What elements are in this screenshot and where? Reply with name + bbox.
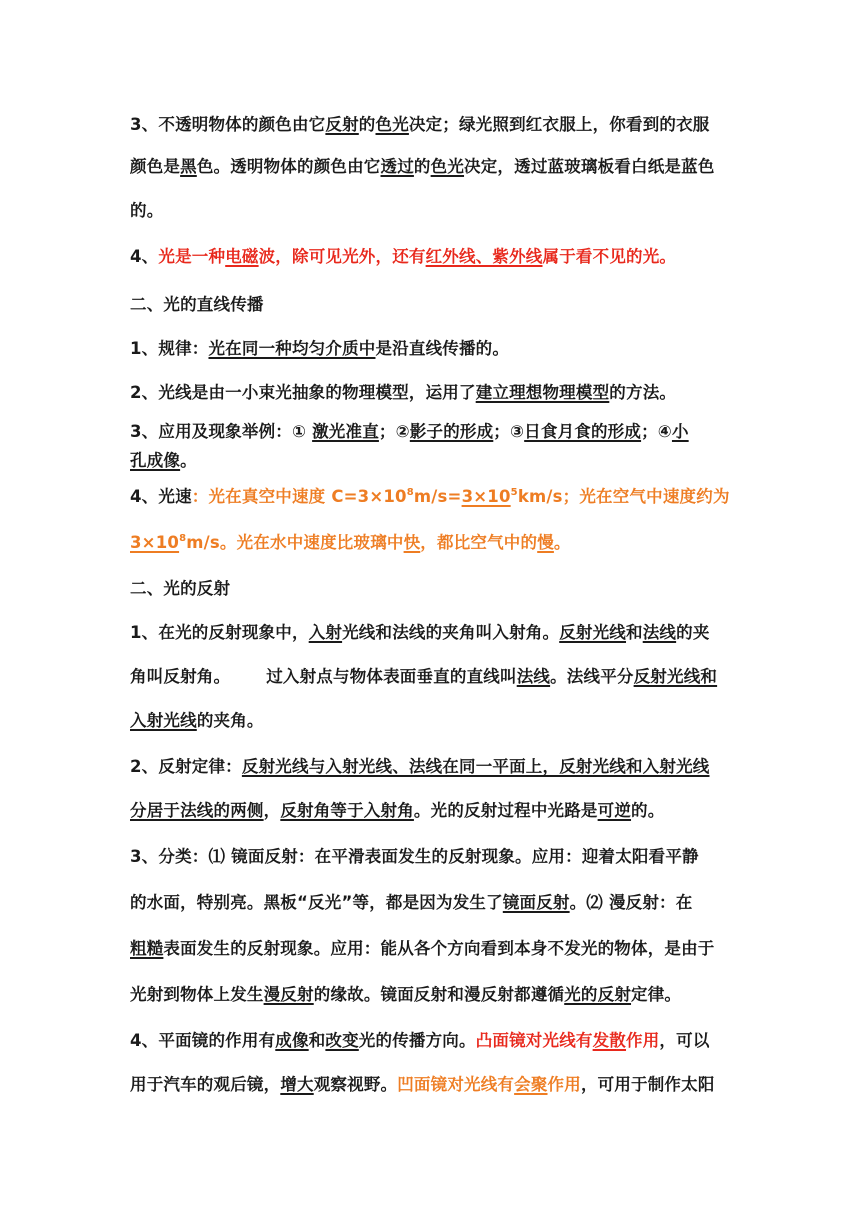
underlined-text: 成像: [275, 1031, 309, 1050]
text-line: [130, 890, 740, 916]
text-line: [130, 292, 740, 318]
underlined-text: 入射光线: [130, 711, 197, 730]
text-segment: 属于看不见的光。: [542, 247, 677, 266]
text-segment: 2、反射定律：: [130, 757, 242, 776]
text-segment: 决定，透过蓝玻璃板看白纸是蓝色: [464, 157, 715, 176]
text-segment: 的。: [130, 201, 164, 220]
text-segment: 。光的反射过程中光路是: [413, 801, 598, 820]
superscript: 5: [510, 487, 518, 498]
underlined-text: 光的反射: [564, 985, 632, 1004]
text-segment: 和: [626, 623, 643, 642]
text-segment: 。⑵ 漫反射：在: [569, 893, 693, 912]
text-line: [130, 936, 740, 962]
text-segment: 的: [358, 115, 376, 134]
underlined-text: 日食月食的形成: [524, 422, 642, 441]
text-segment: 2、光线是由一小束光抽象的物理模型，运用了: [130, 383, 476, 402]
text-line: [130, 448, 740, 474]
text-segment: 波，除可见光外，还有: [258, 247, 426, 266]
text-segment: 1、规律：: [130, 339, 209, 358]
underlined-text: 建立理想物理模型: [475, 383, 610, 402]
text-segment: 。法线平分: [550, 667, 634, 686]
text-line: [130, 844, 740, 870]
superscript: 8: [179, 533, 187, 544]
underlined-text: 电磁: [225, 247, 259, 266]
text-line: [130, 798, 740, 824]
text-segment: 3、不透明物体的颜色由它: [130, 115, 326, 134]
text-segment: ；③: [493, 422, 525, 441]
text-segment: ，: [263, 801, 281, 820]
underlined-text: 可逆: [597, 801, 632, 820]
text-segment: 4、平面镜的作用有: [130, 1031, 276, 1050]
text-line: [130, 336, 740, 362]
text-segment: 4、: [130, 247, 159, 266]
underlined-text: 黑: [180, 157, 197, 176]
text-segment: km/s；光在空气中速度约为: [517, 487, 730, 506]
text-line: [130, 154, 740, 180]
underlined-text: 漫反射: [263, 985, 314, 1004]
text-segment: 凸面镜对光线有: [475, 1031, 593, 1050]
underlined-text: 3×10: [130, 533, 180, 552]
text-segment: 作用: [547, 1075, 581, 1094]
text-segment: 决定；绿光照到红衣服上，你看到的衣服: [408, 115, 710, 134]
text-segment: m/s。光在水中速度比玻璃中: [186, 533, 404, 552]
text-segment: 观察视野。: [313, 1075, 398, 1094]
underlined-text: 入射: [308, 623, 343, 642]
underlined-text: 反射光线和: [633, 667, 718, 686]
text-line: [130, 620, 740, 646]
underlined-text: 法线: [642, 623, 677, 642]
underlined-text: 粗糙: [130, 939, 164, 958]
underlined-text: 色光: [430, 157, 465, 176]
underlined-text: 镜面反射: [502, 893, 570, 912]
underlined-text: 增大: [280, 1075, 314, 1094]
text-segment: 定律。: [631, 985, 682, 1004]
underlined-text: 会聚: [514, 1075, 548, 1094]
text-line: [130, 419, 740, 445]
text-segment: 的。: [631, 801, 665, 820]
text-line: [130, 112, 740, 138]
underlined-text: 光在同一种均匀介质中: [208, 339, 376, 358]
underlined-text: 分居于法线的两侧: [130, 801, 264, 820]
text-segment: ，可用于制作太阳: [580, 1075, 715, 1094]
text-segment: 3、分类：⑴ 镜面反射：在平滑表面发生的反射现象。应用：迎着太阳看平静: [130, 847, 699, 866]
text-segment: 光是一种: [158, 247, 226, 266]
text-line: [130, 244, 740, 270]
text-segment: 的缘故。镜面反射和漫反射都遵循: [313, 985, 565, 1004]
superscript: 8: [406, 487, 414, 498]
underlined-text: 反射: [325, 115, 359, 134]
underlined-text: 快: [403, 533, 421, 552]
text-line: [130, 198, 740, 224]
text-line: [130, 530, 740, 556]
text-segment: 作用: [626, 1031, 660, 1050]
text-segment: 色。透明物体的颜色由它: [196, 157, 381, 176]
text-segment: 和: [308, 1031, 326, 1050]
text-segment: 颜色是: [130, 157, 181, 176]
text-segment: 的夹角。: [196, 711, 264, 730]
underlined-text: ，反射光线和入射光线: [542, 757, 710, 776]
text-segment: 凹面镜对光线有: [397, 1075, 515, 1094]
underlined-text: 透过: [380, 157, 414, 176]
text-segment: 过入射点与物体表面垂直的直线叫: [266, 667, 517, 686]
text-segment: ，都比空气中的: [420, 533, 538, 552]
text-segment: 用于汽车的观后镜，: [130, 1075, 281, 1094]
text-segment: ；④: [641, 422, 672, 441]
text-segment: 表面发生的反射现象。应用：能从各个方向看到本身不发光的物体，是由于: [163, 939, 715, 958]
text-line: [130, 754, 740, 780]
text-segment: 3、应用及现象举例：①: [130, 422, 313, 441]
underlined-text: 小: [671, 422, 689, 441]
text-segment: 角叫反射角。: [130, 667, 231, 686]
underlined-text: 孔成像: [130, 451, 181, 470]
underlined-text: 反射角等于入射角: [280, 801, 414, 820]
underlined-text: 3×10: [461, 487, 511, 506]
text-segment: 4、光速: [130, 487, 192, 506]
text-segment: 的方法。: [609, 383, 677, 402]
text-line: [130, 380, 740, 406]
text-segment: 光线和法线的夹角叫入射角。: [342, 623, 560, 642]
text-segment: 光的传播方向。: [358, 1031, 476, 1050]
text-line: [130, 982, 740, 1008]
underlined-text: 反射光线: [559, 623, 627, 642]
text-segment: ，可以: [659, 1031, 710, 1050]
text-segment: 二、光的反射: [130, 579, 231, 598]
text-segment: 光射到物体上发生: [130, 985, 264, 1004]
text-segment: ；②: [378, 422, 410, 441]
underlined-text: 色光: [375, 115, 409, 134]
text-segment: 二、光的直线传播: [130, 295, 264, 314]
text-segment: 。: [553, 533, 571, 552]
text-line: [130, 664, 740, 690]
underlined-text: 激光准直: [312, 422, 379, 441]
underlined-text: 发散: [592, 1031, 627, 1050]
text-segment: 是沿直线传播的。: [375, 339, 510, 358]
text-line: [130, 708, 740, 734]
text-segment: m/s=: [413, 487, 462, 506]
underlined-text: 红外线、紫外线: [425, 247, 543, 266]
text-segment: 1、在光的反射现象中，: [130, 623, 309, 642]
text-segment: 。: [180, 451, 197, 470]
text-segment: ：光在真空中速度 C=3×10: [191, 487, 407, 506]
text-segment: 的: [413, 157, 431, 176]
text-line: [130, 1028, 740, 1054]
text-segment: 的水面，特别亮。黑板“反光”等，都是因为发生了: [130, 893, 503, 912]
underlined-text: 法线: [516, 667, 551, 686]
underlined-text: 慢: [537, 533, 554, 552]
text-line: [130, 484, 740, 510]
text-segment: 的夹: [676, 623, 710, 642]
text-line: [130, 576, 740, 602]
underlined-text: 反射光线与入射光线、法线在同一平面上: [241, 757, 543, 776]
text-line: [130, 1072, 740, 1098]
underlined-text: 改变: [325, 1031, 359, 1050]
underlined-text: 影子的形成: [409, 422, 494, 441]
